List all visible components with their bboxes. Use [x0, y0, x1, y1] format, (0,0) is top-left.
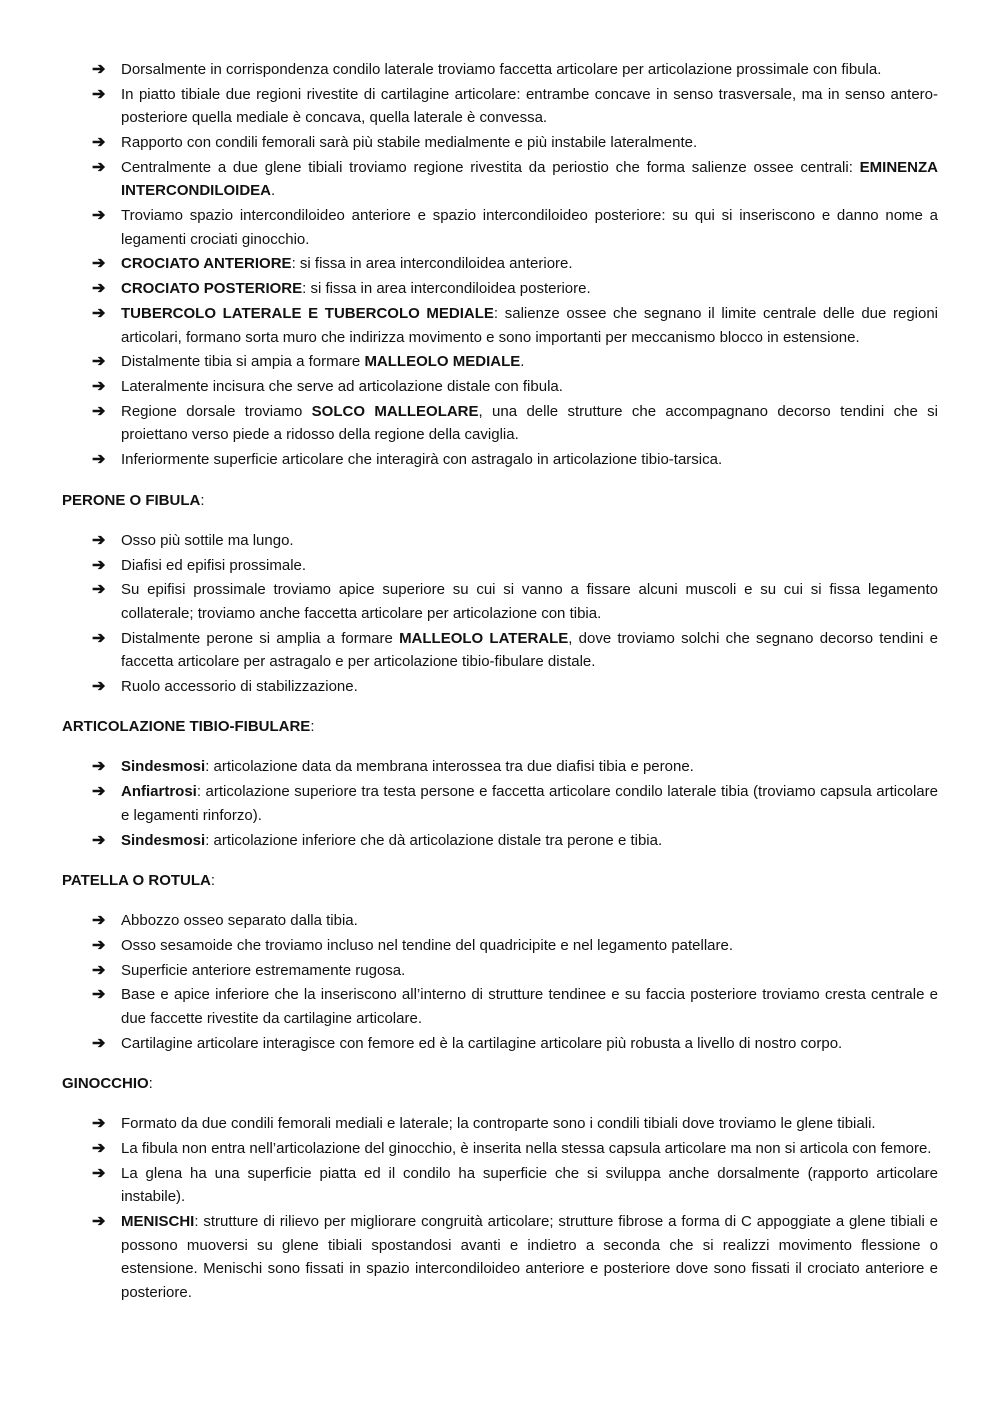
list-item-text	[121, 832, 662, 849]
right-arrow-icon: ➔	[92, 1213, 106, 1231]
bold-term: CROCIATO POSTERIORE	[121, 280, 303, 298]
list-item	[62, 277, 938, 301]
heading-colon: :	[148, 1075, 153, 1093]
list-item-text	[121, 1165, 938, 1206]
right-arrow-icon: ➔	[92, 353, 106, 371]
right-arrow-icon: ➔	[92, 677, 106, 695]
text-run: Osso più sottile ma lungo.	[121, 531, 294, 549]
list-item-text	[121, 86, 938, 127]
section-heading-text: ARTICOLAZIONE TIBIO-FIBULARE	[62, 718, 311, 736]
text-run: Distalmente perone si amplia a formare	[121, 629, 400, 647]
list-item-text	[121, 532, 294, 549]
text-run: , dove troviamo solchi che segnano decorso tendini e faccetta articolare per astragalo e per articolazione tibio-fibulare distale.	[121, 629, 938, 671]
list-item	[62, 1112, 938, 1136]
right-arrow-icon: ➔	[92, 986, 106, 1004]
bullet-list	[62, 529, 938, 699]
list-item-text	[121, 1140, 931, 1157]
bullet-list	[62, 58, 938, 472]
right-arrow-icon: ➔	[92, 581, 106, 599]
list-item	[62, 755, 938, 779]
list-item	[62, 934, 938, 958]
text-run: Centralmente a due glene tibiali troviamo regione rivestita da periostio che forma salienze ossee centrali:	[121, 158, 860, 176]
bold-term: MENISCHI	[121, 1213, 195, 1231]
list-item-text	[121, 159, 938, 200]
right-arrow-icon: ➔	[92, 629, 106, 647]
heading-colon: :	[200, 491, 205, 509]
text-run: In piatto tibiale due regioni rivestite di cartilagine articolare: entrambe concave in senso trasversale, ma in senso antero-posteriore quella mediale è concava, quella laterale è convessa.	[121, 85, 938, 127]
right-arrow-icon: ➔	[92, 531, 106, 549]
section-heading-text: GINOCCHIO	[62, 1075, 149, 1093]
text-run: : salienze ossee che segnano il limite centrale delle due regioni articolari, formano sorta muro che indirizza movimento e sono importanti per meccanismo blocco in estensione.	[121, 305, 939, 346]
list-item-text	[121, 962, 405, 979]
list-item	[62, 252, 938, 276]
text-run: Dorsalmente in corrispondenza condilo laterale troviamo faccetta articolare per articolazione prossimale con fibula.	[121, 61, 882, 78]
heading-colon: :	[310, 718, 315, 736]
list-item	[62, 1032, 938, 1056]
section-heading	[62, 715, 938, 738]
right-arrow-icon: ➔	[92, 85, 106, 103]
bullet-list	[62, 755, 938, 852]
section-heading	[62, 869, 938, 892]
list-item	[62, 375, 938, 399]
text-run: Lateralmente incisura che serve ad articolazione distale con fibula.	[121, 378, 563, 396]
bullet-list	[62, 909, 938, 1055]
right-arrow-icon: ➔	[92, 1140, 106, 1158]
list-item	[62, 780, 938, 827]
bold-term: Sindesmosi	[121, 831, 206, 849]
right-arrow-icon: ➔	[92, 158, 106, 176]
right-arrow-icon: ➔	[92, 402, 106, 420]
list-item-text	[121, 280, 591, 297]
right-arrow-icon: ➔	[92, 305, 106, 323]
right-arrow-icon: ➔	[92, 936, 106, 954]
right-arrow-icon: ➔	[92, 61, 106, 78]
section-heading-text: PATELLA O ROTULA	[62, 872, 211, 890]
list-item	[62, 909, 938, 933]
text-run: Cartilagine articolare interagisce con femore ed è la cartilagine articolare più robusta a livello di nostro corpo.	[121, 1034, 843, 1052]
bold-term: MALLEOLO MEDIALE	[364, 353, 521, 371]
list-item-text	[121, 678, 358, 695]
right-arrow-icon: ➔	[92, 280, 106, 298]
text-run: Abbozzo osseo separato dalla tibia.	[121, 912, 358, 930]
list-item	[62, 302, 938, 349]
list-item-text	[121, 353, 524, 370]
text-run: .	[520, 353, 525, 371]
list-item	[62, 959, 938, 983]
list-item-text	[121, 758, 694, 775]
bold-term: MALLEOLO LATERALE	[399, 629, 569, 647]
right-arrow-icon: ➔	[92, 556, 106, 574]
text-run: Distalmente tibia si ampia a formare	[121, 353, 365, 371]
right-arrow-icon: ➔	[92, 1115, 106, 1133]
right-arrow-icon: ➔	[92, 134, 106, 152]
right-arrow-icon: ➔	[92, 378, 106, 396]
list-item-text	[121, 403, 938, 444]
right-arrow-icon: ➔	[92, 1164, 106, 1182]
bold-term: TUBERCOLO LATERALE E TUBERCOLO MEDIALE	[121, 305, 494, 323]
text-run: , una delle strutture che accompagnano decorso tendini che si proiettano verso piede a ridosso della regione della caviglia.	[121, 402, 938, 444]
text-run: : articolazione data da membrana interossea tra due diafisi tibia e perone.	[205, 758, 694, 776]
list-item	[62, 204, 938, 251]
list-item	[62, 131, 938, 155]
right-arrow-icon: ➔	[92, 758, 106, 776]
text-run: Formato da due condili femorali mediali e laterale; la controparte sono i condili tibiali dove troviamo le glene tibiali.	[121, 1115, 876, 1133]
text-run: Diafisi ed epifisi prossimale.	[121, 556, 307, 574]
list-item-text	[121, 207, 938, 248]
bullet-list	[62, 1112, 938, 1304]
text-run: Osso sesamoide che troviamo incluso nel tendine del quadricipite e nel legamento patellare.	[121, 936, 734, 954]
list-item	[62, 1137, 938, 1161]
list-item	[62, 578, 938, 625]
text-run: : articolazione superiore tra testa persone e faccetta articolare condilo laterale tibia (troviamo capsula articolare e legamenti rinforzo).	[121, 783, 938, 824]
list-item	[62, 350, 938, 374]
list-item	[62, 448, 938, 472]
list-item-text	[121, 1115, 876, 1132]
right-arrow-icon: ➔	[92, 831, 106, 849]
list-item	[62, 1162, 938, 1209]
text-run: Rapporto con condili femorali sarà più stabile medialmente e più instabile lateralmente.	[121, 134, 698, 152]
right-arrow-icon: ➔	[92, 451, 106, 469]
heading-colon: :	[210, 872, 216, 890]
bold-term: SOLCO MALLEOLARE	[311, 402, 479, 420]
list-item-text	[121, 255, 573, 272]
right-arrow-icon: ➔	[92, 783, 106, 801]
section-heading-text: PERONE O FIBULA	[62, 491, 201, 509]
right-arrow-icon: ➔	[92, 1034, 106, 1052]
list-item-text	[121, 557, 306, 574]
text-run: Troviamo spazio intercondiloideo anteriore e spazio intercondiloideo posteriore: su qui si inseriscono e danno nome a legamenti crociati ginocchio.	[121, 207, 938, 248]
list-item-text	[121, 451, 722, 468]
right-arrow-icon: ➔	[92, 207, 106, 225]
list-item-text	[121, 134, 697, 151]
list-item-text	[121, 630, 938, 671]
list-item	[62, 554, 938, 578]
bold-term: EMINENZA INTERCONDILOIDEA	[121, 158, 938, 200]
list-item	[62, 58, 938, 82]
list-item	[62, 829, 938, 853]
list-item-text	[121, 986, 938, 1027]
text-run: Superficie anteriore estremamente rugosa.	[121, 961, 406, 979]
list-item-text	[121, 1213, 938, 1301]
list-item-text	[121, 937, 733, 954]
list-item	[62, 1210, 938, 1304]
text-run: Base e apice inferiore che la inseriscono all’interno di strutture tendinee e su faccia posteriore troviamo cresta centrale e due faccette rivestite da cartilagine articolare.	[121, 986, 938, 1027]
text-run: : si fissa in area intercondiloidea anteriore.	[291, 255, 573, 273]
text-run: : articolazione inferiore che dà articolazione distale tra perone e tibia.	[205, 831, 663, 849]
list-item	[62, 627, 938, 674]
text-run: La fibula non entra nell’articolazione del ginocchio, è inserita nella stessa capsula articolare ma non si articola con femore.	[121, 1140, 932, 1158]
list-item-text	[121, 378, 563, 395]
text-run: : si fissa in area intercondiloidea posteriore.	[302, 280, 591, 298]
text-run: Ruolo accessorio di stabilizzazione.	[121, 677, 358, 695]
bold-term: Anfiartrosi	[121, 783, 197, 801]
right-arrow-icon: ➔	[92, 912, 106, 930]
list-item	[62, 675, 938, 699]
text-run: La glena ha una superficie piatta ed il condilo ha superficie che si sviluppa anche dorsalmente (rapporto articolare instabile).	[121, 1164, 938, 1206]
list-item-text	[121, 61, 881, 78]
section-heading	[62, 1072, 938, 1095]
section-heading	[62, 489, 938, 512]
list-item-text	[121, 783, 938, 824]
text-run: .	[271, 182, 276, 200]
list-item	[62, 529, 938, 553]
right-arrow-icon: ➔	[92, 255, 106, 273]
bold-term: CROCIATO ANTERIORE	[121, 255, 292, 273]
list-item-text	[121, 1035, 842, 1052]
bold-term: Sindesmosi	[121, 758, 206, 776]
list-item-text	[121, 581, 938, 622]
text-run: Su epifisi prossimale troviamo apice superiore su cui si vanno a fissare alcuni muscoli e su cui si fissa legamento collaterale; troviamo anche faccetta articolare per articolazione con tibia.	[121, 581, 938, 622]
list-item	[62, 83, 938, 130]
text-run: Regione dorsale troviamo	[121, 402, 312, 420]
list-item	[62, 983, 938, 1030]
text-run: : strutture di rilievo per migliorare congruità articolare; strutture fibrose a forma di C appoggiate a glene tibiali e possono muoversi su glene tibiali spostandosi avanti e indietro a seconda che si realizzi movimento flessione o estensione. Menischi sono fissati in spazio intercondiloideo anteriore e posteriore dove sono fissati il crociato anteriore e posteriore.	[121, 1213, 938, 1301]
right-arrow-icon: ➔	[92, 961, 106, 979]
list-item-text	[121, 912, 358, 929]
list-item	[62, 400, 938, 447]
list-item	[62, 156, 938, 203]
list-item-text	[121, 305, 938, 346]
text-run: Inferiormente superficie articolare che interagirà con astragalo in articolazione tibio-tarsica.	[121, 451, 723, 469]
